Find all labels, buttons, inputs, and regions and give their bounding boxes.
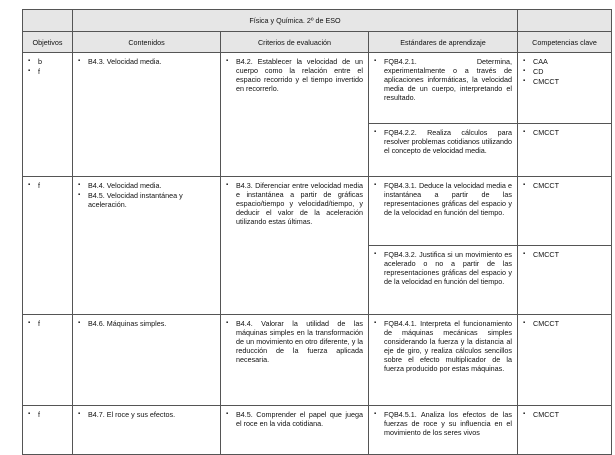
contenidos-cell: [73, 53, 221, 177]
list-item: ▪ FQB4.3.2. Justifica si un movimiento es acelerado o no a partir de las representaciones gráficas del espacio y de la velocidad en función del tiempo.: [374, 250, 512, 286]
curriculum-table: [22, 9, 612, 455]
header-competencias: Competencias clave: [518, 32, 612, 53]
criterio-cell: [221, 406, 369, 455]
list-item: ▪ CMCCT: [523, 250, 606, 259]
list-item: ▪ B4.3. Velocidad media.: [78, 57, 215, 66]
list-item: ▪ f: [28, 410, 67, 419]
estandar-cell: [369, 406, 518, 455]
list-item: ▪ FQB4.3.1. Deduce la velocidad media e instantánea a partir de las representaciones gráficas del espacio y de la velocidad en función del tiempo.: [374, 181, 512, 217]
list-item: ▪ CMCCT: [523, 319, 606, 328]
competencias-cell: [518, 406, 612, 455]
objetivos-cell: [23, 53, 73, 177]
header-criterios: Criterios de evaluación: [221, 32, 369, 53]
criterio-cell: [221, 53, 369, 177]
list-item: ▪ CMCCT: [523, 181, 606, 190]
competencias-cell: [518, 177, 612, 246]
contenidos-cell: [73, 177, 221, 315]
header-estandares: Estándares de aprendizaje: [369, 32, 518, 53]
table-row: [23, 406, 612, 455]
list-item: ▪ FQB4.2.1. Determina, experimentalmente o a través de aplicaciones informáticas, la velocidad media de un cuerpo, interpretando el resultado.: [374, 57, 512, 102]
list-item: ▪ B4.4. Valorar la utilidad de las máquinas simples en la transformación de un movimiento en otro diferente, y la reducción de la fuerza aplicada necesaria.: [226, 319, 363, 364]
table-row: [23, 53, 612, 124]
list-item: ▪ CMCCT: [523, 410, 606, 419]
title-row: [23, 10, 612, 32]
objetivos-cell: [23, 406, 73, 455]
list-item: ▪ B4.2. Establecer la velocidad de un cuerpo como la relación entre el espacio recorrido y el tiempo invertido en recorrerlo.: [226, 57, 363, 93]
table-row: [23, 177, 612, 246]
list-item: ▪ CD: [523, 67, 606, 76]
table-title: Física y Química. 2º de ESO: [73, 10, 518, 32]
competencias-cell: [518, 315, 612, 406]
contenidos-cell: [73, 406, 221, 455]
list-item: ▪ CAA: [523, 57, 606, 66]
estandar-cell: [369, 315, 518, 406]
estandar-cell: [369, 177, 518, 246]
list-item: ▪ f: [28, 319, 67, 328]
list-item: ▪ b: [28, 57, 67, 66]
header-contenidos: Contenidos: [73, 32, 221, 53]
list-item: ▪ B4.6. Máquinas simples.: [78, 319, 215, 328]
competencias-cell: [518, 124, 612, 177]
list-item: ▪ CMCCT: [523, 77, 606, 86]
contenidos-cell: [73, 315, 221, 406]
list-item: ▪ B4.5. Comprender el papel que juega el roce en la vida cotidiana.: [226, 410, 363, 428]
title-blank-cell-right: [518, 10, 612, 32]
estandar-cell: [369, 53, 518, 124]
objetivos-cell: [23, 177, 73, 315]
competencias-cell: [518, 53, 612, 124]
estandar-cell: [369, 124, 518, 177]
list-item: ▪ B4.3. Diferenciar entre velocidad media e instantánea a partir de gráficas espacio/tiempo y velocidad/tiempo, y deducir el valor de la aceleración utilizando estas últimas.: [226, 181, 363, 226]
list-item: ▪ B4.7. El roce y sus efectos.: [78, 410, 215, 419]
list-item: ▪ f: [28, 67, 67, 76]
list-item: ▪ B4.4. Velocidad media.: [78, 181, 215, 190]
header-row: [23, 32, 612, 53]
estandar-cell: [369, 246, 518, 315]
competencias-cell: [518, 246, 612, 315]
criterio-cell: [221, 315, 369, 406]
list-item: ▪ FQB4.2.2. Realiza cálculos para resolver problemas cotidianos utilizando el concepto de velocidad media.: [374, 128, 512, 155]
list-item: ▪ CMCCT: [523, 128, 606, 137]
objetivos-cell: [23, 315, 73, 406]
list-item: ▪ B4.5. Velocidad instantánea y aceleración.: [78, 191, 215, 209]
list-item: ▪ FQB4.4.1. Interpreta el funcionamiento de máquinas mecánicas simples considerando la fuerza y la distancia al eje de giro, y realiza cálculos sencillos sobre el efecto multiplicador de la fuerza producido por estas máquinas.: [374, 319, 512, 373]
list-item: ▪ FQB4.5.1. Analiza los efectos de las fuerzas de roce y su influencia en el movimiento de los seres vivos: [374, 410, 512, 437]
criterio-cell: [221, 177, 369, 315]
list-item: ▪ f: [28, 181, 67, 190]
table-row: [23, 315, 612, 406]
title-blank-cell: [23, 10, 73, 32]
header-objetivos: Objetivos: [23, 32, 73, 53]
